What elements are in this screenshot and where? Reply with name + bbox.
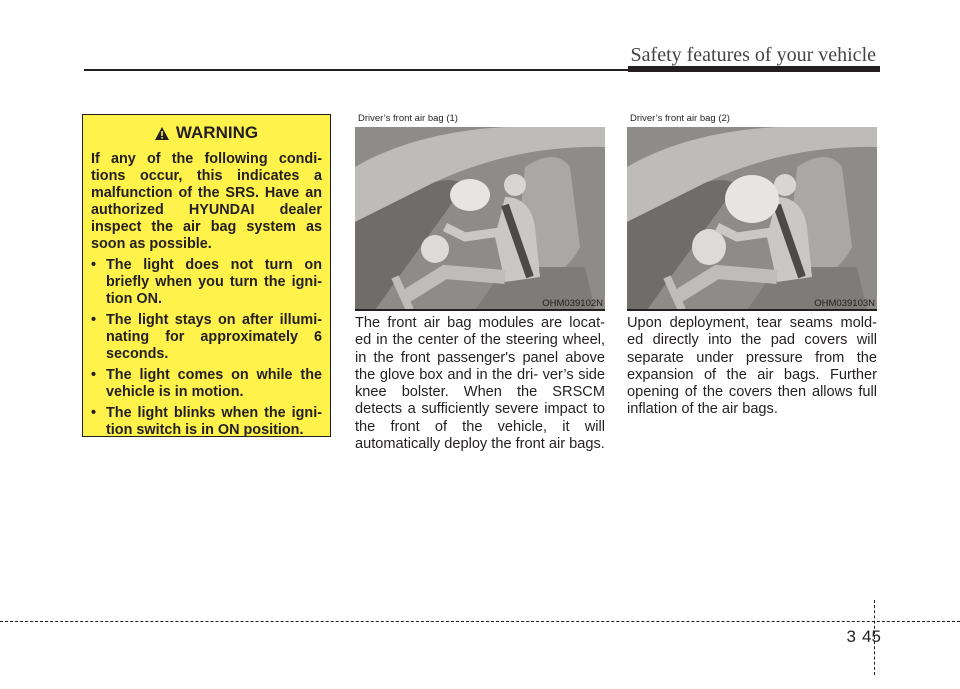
warning-heading-label: WARNING bbox=[175, 123, 259, 142]
warning-item-text: The light comes on while the vehicle is in motion. bbox=[106, 367, 322, 400]
warning-list bbox=[91, 257, 322, 439]
figure-caption: Driver’s front air bag (1) bbox=[358, 113, 458, 124]
footer-dashed-rule bbox=[0, 621, 960, 622]
warning-intro: If any of the following condi- tions occur, this indicates a malfunction of the SRS. Have an authorized HYUNDAI dealer inspect the air bag system as soon as possible. bbox=[91, 151, 322, 252]
page-header-title: Safety features of your vehicle bbox=[630, 44, 876, 66]
figure-rule bbox=[627, 309, 877, 311]
page-number: 45 bbox=[862, 627, 881, 646]
body-paragraph-deployment: Upon deployment, tear seams mold- ed directly into the pad covers will separate under pressure from the expansion of the air bags. Further opening of the covers then allows full inflation of the air bags. bbox=[627, 315, 877, 418]
header-tab bbox=[628, 66, 880, 72]
airbag-deploy-illustration bbox=[627, 127, 877, 310]
figure-rule bbox=[355, 309, 605, 311]
bullet-icon: • bbox=[91, 405, 97, 421]
airbag-illustration bbox=[355, 127, 605, 310]
warning-item bbox=[91, 405, 322, 439]
figure-caption: Driver’s front air bag (2) bbox=[630, 113, 730, 124]
warning-box bbox=[82, 114, 331, 437]
warning-item bbox=[91, 257, 322, 308]
warning-item bbox=[91, 367, 322, 401]
figure-driver-airbag-1 bbox=[355, 113, 605, 310]
warning-item bbox=[91, 312, 322, 363]
warning-heading bbox=[91, 123, 322, 143]
bullet-icon: • bbox=[91, 257, 97, 273]
bullet-icon: • bbox=[91, 367, 97, 383]
airbag-deploy-illustration bbox=[355, 127, 605, 310]
airbag-illustration bbox=[627, 127, 877, 310]
warning-item-text: The light does not turn on briefly when you turn the igni- tion ON. bbox=[106, 257, 322, 307]
chapter-number: 3 bbox=[846, 627, 856, 646]
bullet-icon: • bbox=[91, 312, 97, 328]
warning-triangle-icon bbox=[155, 127, 169, 140]
body-paragraph-front-airbag-modules: The front air bag modules are locat- ed in the center of the steering wheel, in the front passenger's panel above the glove box and in the dri- ver’s side knee bolster. When the SRSCM detects a sufficiently severe impact to the front of the vehicle, it will automatically deploy the front air bags. bbox=[355, 315, 605, 453]
figure-code: OHM039102N bbox=[542, 298, 603, 309]
warning-item-text: The light stays on after illumi- nating for approximately 6 seconds. bbox=[106, 312, 322, 362]
figure-code: OHM039103N bbox=[814, 298, 875, 309]
warning-item-text: The light blinks when the igni- tion switch is in ON position. bbox=[106, 405, 322, 438]
figure-driver-airbag-2 bbox=[627, 113, 877, 310]
